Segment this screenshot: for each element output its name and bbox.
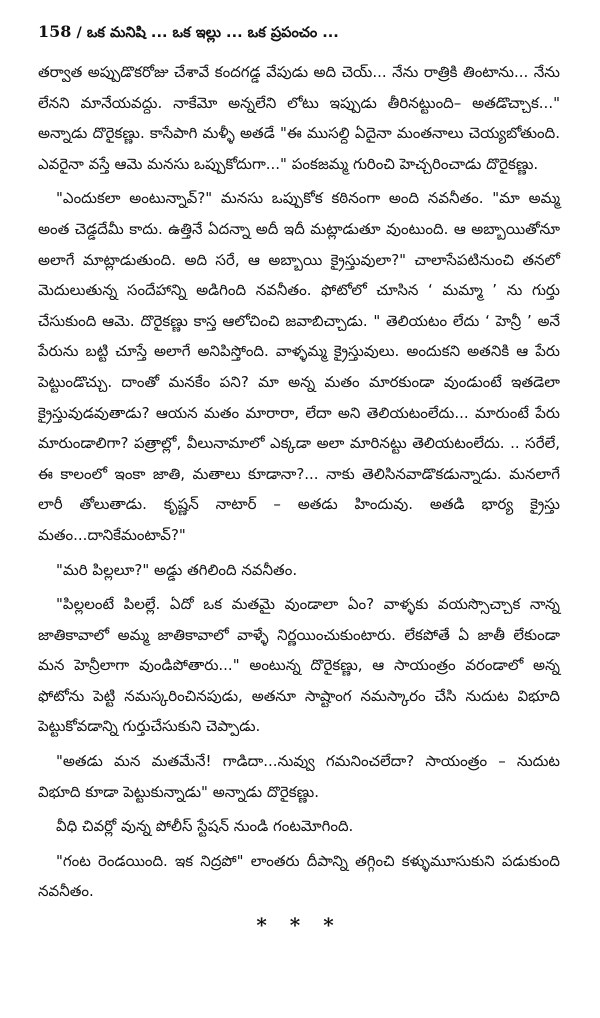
running-header (38, 22, 560, 43)
paragraph-6: వీధి చివర్లో వున్న పోలీస్ స్టేషన్ నుండి గంటమోగింది. (56, 817, 354, 836)
paragraph-5: "అతడు మన మతమేనే! గాడిదా...నువ్వు గమనించలేదా? సాయంత్రం – నుదుట విభూది కూడా పెట్టుకున్నాడు" అన్నాడు దొరైకణ్ణు. (38, 752, 560, 801)
scene-break: * * * (256, 913, 342, 938)
paragraph-1: తర్వాత అప్పుడొకరోజు చేశావే కందగడ్డ వేపుడు అది చెయ్... నేను రాత్రికి తింటాను... నేను లేనని మానేయవద్దు. నాకేమో అన్నలేని లోటు ఇప్పుడు తీరినట్టుంది– అతడొచ్చాక..." అన్నాడు దొరైకణ్ణు. కాసేపాగి మళ్ళీ అతడే "ఈ ముసల్ది ఏదైనా మంతనాలు చెయ్యబోతుంది. ఎవరైనా వస్తే ఆమె మనసు ఒప్పుకోదుగా..." పంకజమ్మ గురించి హెచ్చరించాడు దొరైకణ్ణు. (38, 63, 560, 173)
page-number: 158 (38, 22, 72, 41)
header-separator: / (71, 25, 87, 41)
paragraph-4: "పిల్లలంటే పిలల్లే. ఏదో ఒక మతమై వుండాలా ఏం? వాళ్ళకు వయస్సొచ్చాక నాన్న జాతికావాలో అమ్మ జాతికావాలో వాళ్ళే నిర్ణయించుకుంటారు. లేకపోతే ఏ జాతీ లేకుండా మన హెన్రీలాగా వుండిపోతారు..." అంటున్న దొరైకణ్ణు, ఆ సాయంత్రం వరండాలో అన్న ఫోటోను పెట్టి నమస్కరించినపుడు, అతనూ సాష్టాంగ నమస్కారం చేసి నుదుట విభూది పెట్టుకోవడాన్ని గుర్తుచేసుకుని చెప్పాడు. (38, 595, 560, 736)
running-title: ఒక మనిషి ... ఒక ఇల్లు ... ఒక ప్రపంచం ... (86, 25, 339, 41)
paragraph-2: "ఎందుకలా అంటున్నావ్?" మనసు ఒప్పుకోక కఠినంగా అంది నవనీతం. "మా అమ్మ అంత చెడ్డదేమీ కాదు. ఉత్తినే ఏదన్నా అదీ ఇదీ మట్లాడుతూ వుంటుంది. ఆ అబ్బాయితోనూ అలాగే మాట్లాడుతుంది. అది సరే, ఆ అబ్బాయి క్రైస్తువులా?" చాలాసేపటినుంచి తనలో మెదులుతున్న సందేహాన్ని అడిగింది నవనీతం. ఫోటోలో చూసిన ‘ మమ్మా ’ ను గుర్తు చేసుకుంది ఆమె. దొరైకణ్ణు కాస్త ఆలోచించి జవాబిచ్చాడు. " తెలియటం లేదు ‘ హెన్రీ ’ అనే పేరును బట్టి చూస్తే అలాగే అనిపిస్తోంది. వాళ్ళమ్మ క్రైస్తువులు. అందుకని అతనికి ఆ పేరు పెట్టుండొచ్చు. దాంతో మనకేం పని? మా అన్న మతం మారకుండా వుండుంటే ఇతడెలా క్రైస్తువుడవుతాడు? ఆయన మతం మారారా, లేదా అని తెలియటంలేదు... మారుంటే పేరు మారుండాలిగా? పత్రాల్లో, వీలునామాలో ఎక్కడా అలా మారినట్టు తెలియటంలేదు. .. సరేలే, ఈ కాలంలో ఇంకా జాతి, మతాలు కూడానా?... నాకు తెలిసినవాడొకడున్నాడు. మనలాగే లారీ తోలుతాడు. కృష్ణన్ నాటార్ – అతడు హిందువు. అతడి భార్య క్రైస్తు మతం...దానికేమంటావ్?" (38, 189, 560, 544)
paragraph-7: "గంట రెండయింది. ఇక నిద్రపో" లాంతరు దీపాన్ని తగ్గించి కళ్ళుమూసుకుని పడుకుంది నవనీతం. (38, 851, 560, 901)
paragraph-3: "మరి పిల్లలూ?" అడ్డు తగిలింది నవనీతం. (56, 560, 298, 579)
